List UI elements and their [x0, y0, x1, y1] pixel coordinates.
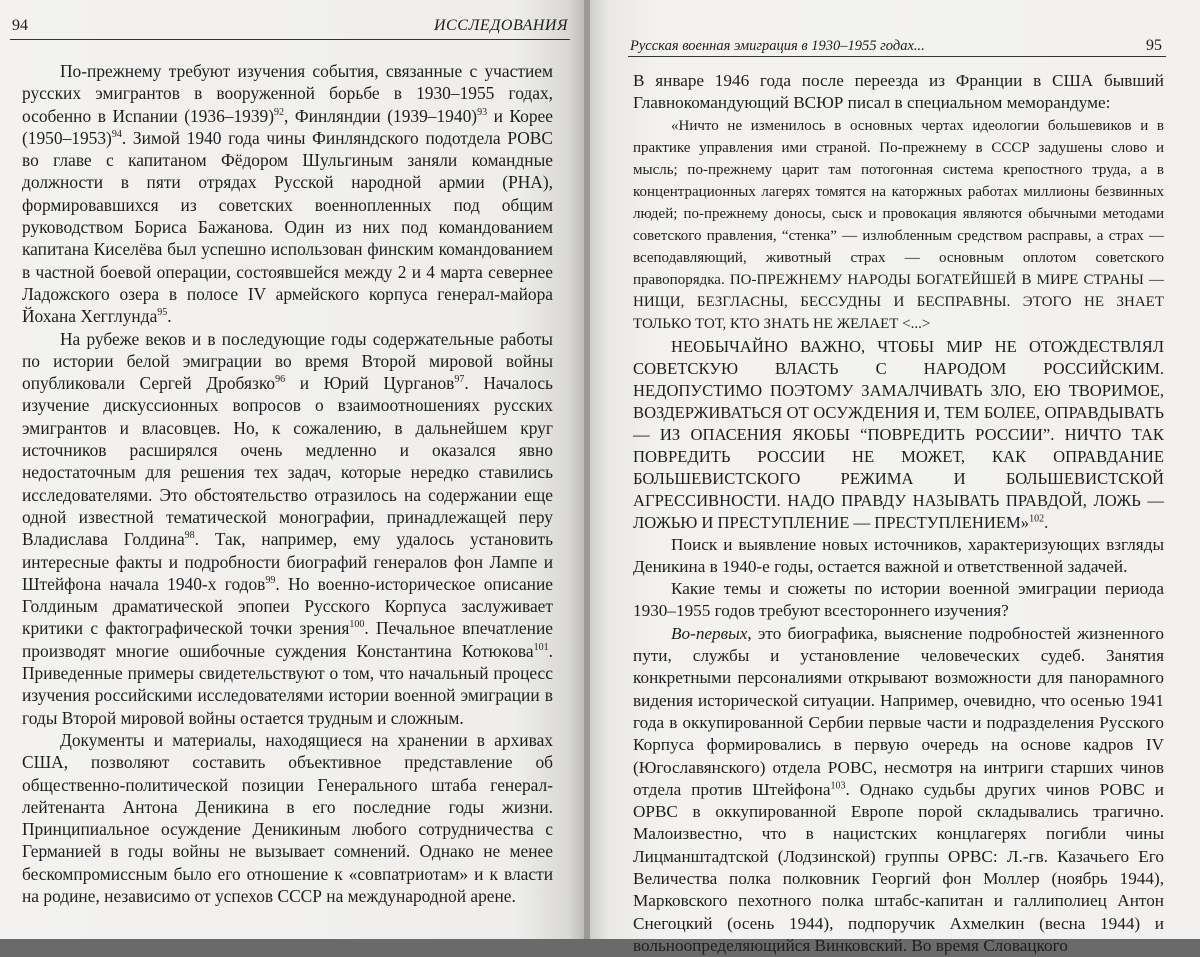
left-page — [0, 0, 586, 939]
italic-text: Во-первых — [671, 623, 748, 643]
right-page — [590, 0, 1200, 955]
footnote-ref: 98 — [184, 530, 195, 542]
right-paragraph-3: Во-первых, это биографика, выяснение подробностей жизненного пути, службы и установление человеческих судеб. Занятия конкретными персоналиями открывают возможности для панорамного видения исторической ситуации. Например, очевидно, что осенью 1941 года в оккупированной Сербии первые части и подразделения Русского Корпуса формировались в первую очередь на основе кадров IV (Югославянского) отдела РОВС, несмотря на интриги старших чинов отдела против Штейфона$^{103}$. Однако судьбы других чинов РОВС и ОРВС в оккупированной Европе порой складывались трагично. Малоизвестно, что в нацистских концлагерях погибли чины Лицманштадтской (Лодзинской) группы ОРВС: Л.-гв. Казачьего Его Величества полка полковник Георгий фон Моллер (ноябрь 1944), Марковского пехотного полка штабс-капитан и галлиполиец Антон Снегоцкий (осень 1944), подпоручик Ахмелкин (весна 1944) и вольноопределяющийся Винковский. Во время Словацкого — [633, 623, 1164, 955]
right-page-number: 95 — [1146, 37, 1162, 54]
footnote-ref: 100 — [349, 619, 365, 631]
right-running-title: Русская военная эмиграция в 1930–1955 годах... — [630, 38, 925, 54]
left-paragraph-2: На рубеже веков и в последующие годы содержательные работы по истории белой эмиграции во время Второй мировой войны опубликовали Сергей Дробязко$^{96}$ и Юрий Цурганов$^{97}$. Началось изучение дискуссионных вопросов о взаимоотношениях русских эмигрантов и власовцев. Но, к сожалению, в дальнейшем круг источников расширялся очень медленно и оказался явно недостаточным для решения тех задач, которые нередко ставились исследователями. Это обстоятельство отразилось на содержании еще одной известной тематической монографии, принадлежащей перу Владислава Голдина$^{98}$. Так, например, ему удалось установить интересные факты и подробности биографий генералов фон Лампе и Штейфона начала 1940-х годов$^{99}$. Но военно-историческое описание Голдиным драматической эпопеи Русского Корпуса заслуживает критики с фактографической точки зрения$^{100}$. Печальное впечатление производят многие ошибочные суждения Константина Котюкова$^{101}$. Приведенные примеры свидетельствуют о том, что начальный процесс изучения российскими исследователями истории военной эмиграции в годы Второй мировой войны остается трудным и сложным. — [22, 328, 553, 728]
left-page-number: 94 — [12, 17, 28, 34]
footnote-ref: 97 — [454, 374, 465, 386]
footnote-ref: 95 — [157, 307, 168, 319]
memorandum-quote-capitals: НЕОБЫЧАЙНО ВАЖНО, ЧТОБЫ МИР НЕ ОТОЖДЕСТВЛЯЛ СОВЕТСКУЮ ВЛАСТЬ С НАРОДОМ РОССИЙСКИМ. НЕДОПУСТИМО ПОЭТОМУ ЗАМАЛЧИВАТЬ ЗЛО, ЕЮ ТВОРИМОЕ, ВОЗДЕРЖИВАТЬСЯ ОТ ОСУЖДЕНИЯ И, ТЕМ БОЛЕЕ, ОПРАВДЫВАТЬ — ИЗ ОПАСЕНИЯ ЯКОБЫ “ПОВРЕДИТЬ РОССИИ”. НИЧТО ТАК ПОВРЕДИТЬ РОССИИ НЕ МОЖЕТ, КАК ОПРАВДАНИЕ БОЛЬШЕВИСТСКОГО РЕЖИМА И БОЛЬШЕВИСТСКОЙ АГРЕССИВНОСТИ. НАДО ПРАВДУ НАЗЫВАТЬ ПРАВДОЙ, ЛОЖЬ — ЛОЖЬЮ И ПРЕСТУПЛЕНИЕ — ПРЕСТУПЛЕНИЕМ»$^{102}$. — [633, 336, 1164, 532]
footnote-ref: 102 — [1029, 513, 1045, 524]
right-header-rule — [628, 56, 1166, 57]
right-intro-paragraph: В январе 1946 года после переезда из Франции в США бывший Главнокомандующий ВСЮР писал в специальном меморандуме: — [633, 71, 1164, 113]
footnote-ref: 101 — [533, 641, 549, 653]
footnote-ref: 99 — [265, 575, 276, 587]
footnote-ref: 93 — [477, 106, 488, 118]
footnote-ref: 92 — [274, 106, 285, 118]
right-page-body — [633, 70, 1164, 957]
left-section-title: ИССЛЕДОВАНИЯ — [434, 17, 568, 34]
footnote-ref: 96 — [275, 374, 286, 386]
left-page-body — [22, 60, 553, 907]
left-paragraph-1: По-прежнему требуют изучения события, связанные с участием русских эмигрантов в вооруженной борьбе в 1930–1955 годах, особенно в Испании (1936–1939)$^{92}$, Финляндии (1939–1940)$^{93}$ и Корее (1950–1953)$^{94}$. Зимой 1940 года чины Финляндского подотдела РОВС во главе с капитаном Фёдором Шульгиным заняли командные должности в пяти отрядах Русской народной армии (РНА), формировавшихся из советских военнопленных под общим руководством Бориса Бажанова. Один из них под командованием капитана Киселёва был успешно использован финским командованием в частной боевой операции, состоявшейся между 2 и 4 марта севернее Ладожского озера в полосе IV армейского корпуса генерал-майора Йохана Хегглунда$^{95}$. — [22, 61, 553, 327]
right-paragraph-1: Поиск и выявление новых источников, характеризующих взгляды Деникина в 1940-е годы, остается важной и ответственной задачей. — [633, 534, 1164, 576]
memorandum-quote: «Ничто не изменилось в основных чертах идеологии большевиков и в практике управления ими страной. По-прежнему в СССР задушены слово и мысль; по-прежнему царит там потогонная система крепостного труда, а в концентрационных лагерях томятся на каторжных работах миллионы безвинных людей; по-прежнему доносы, сыск и провокация являются обычными методами советского правления, “стенка” — излюбленным средством расправы, а страх — всеподавляющий, животный страх — основным оплотом советского правопорядка. ПО-ПРЕЖНЕМУ НАРОДЫ БОГАТЕЙШЕЙ В МИРЕ СТРАНЫ — НИЩИ, БЕЗГЛАСНЫ, БЕССУДНЫ И БЕСПРАВНЫ. ЭТОГО НЕ ЗНАЕТ ТОЛЬКО ТОТ, КТО ЗНАТЬ НЕ ЖЕЛАЕТ <...> — [633, 117, 1164, 333]
left-header-rule — [10, 39, 570, 40]
right-paragraph-2: Какие темы и сюжеты по истории военной эмиграции периода 1930–1955 годов требуют всестороннего изучения? — [633, 579, 1164, 621]
left-paragraph-3: Документы и материалы, находящиеся на хранении в архивах США, позволяют составить объективное представление об общественно-политической позиции Генерального штаба генерал-лейтенанта Антона Деникина в его последние годы жизни. Принципиальное осуждение Деникиным любого сотрудничества с Германией в годы войны не вызывает сомнений. Однако не менее бескомпромиссным было его отношение к «совпатриотам» и к власти на родине, независимо от успехов СССР на международной арене. — [22, 729, 553, 906]
footnote-ref: 94 — [111, 129, 122, 141]
footnote-ref: 103 — [830, 780, 846, 792]
